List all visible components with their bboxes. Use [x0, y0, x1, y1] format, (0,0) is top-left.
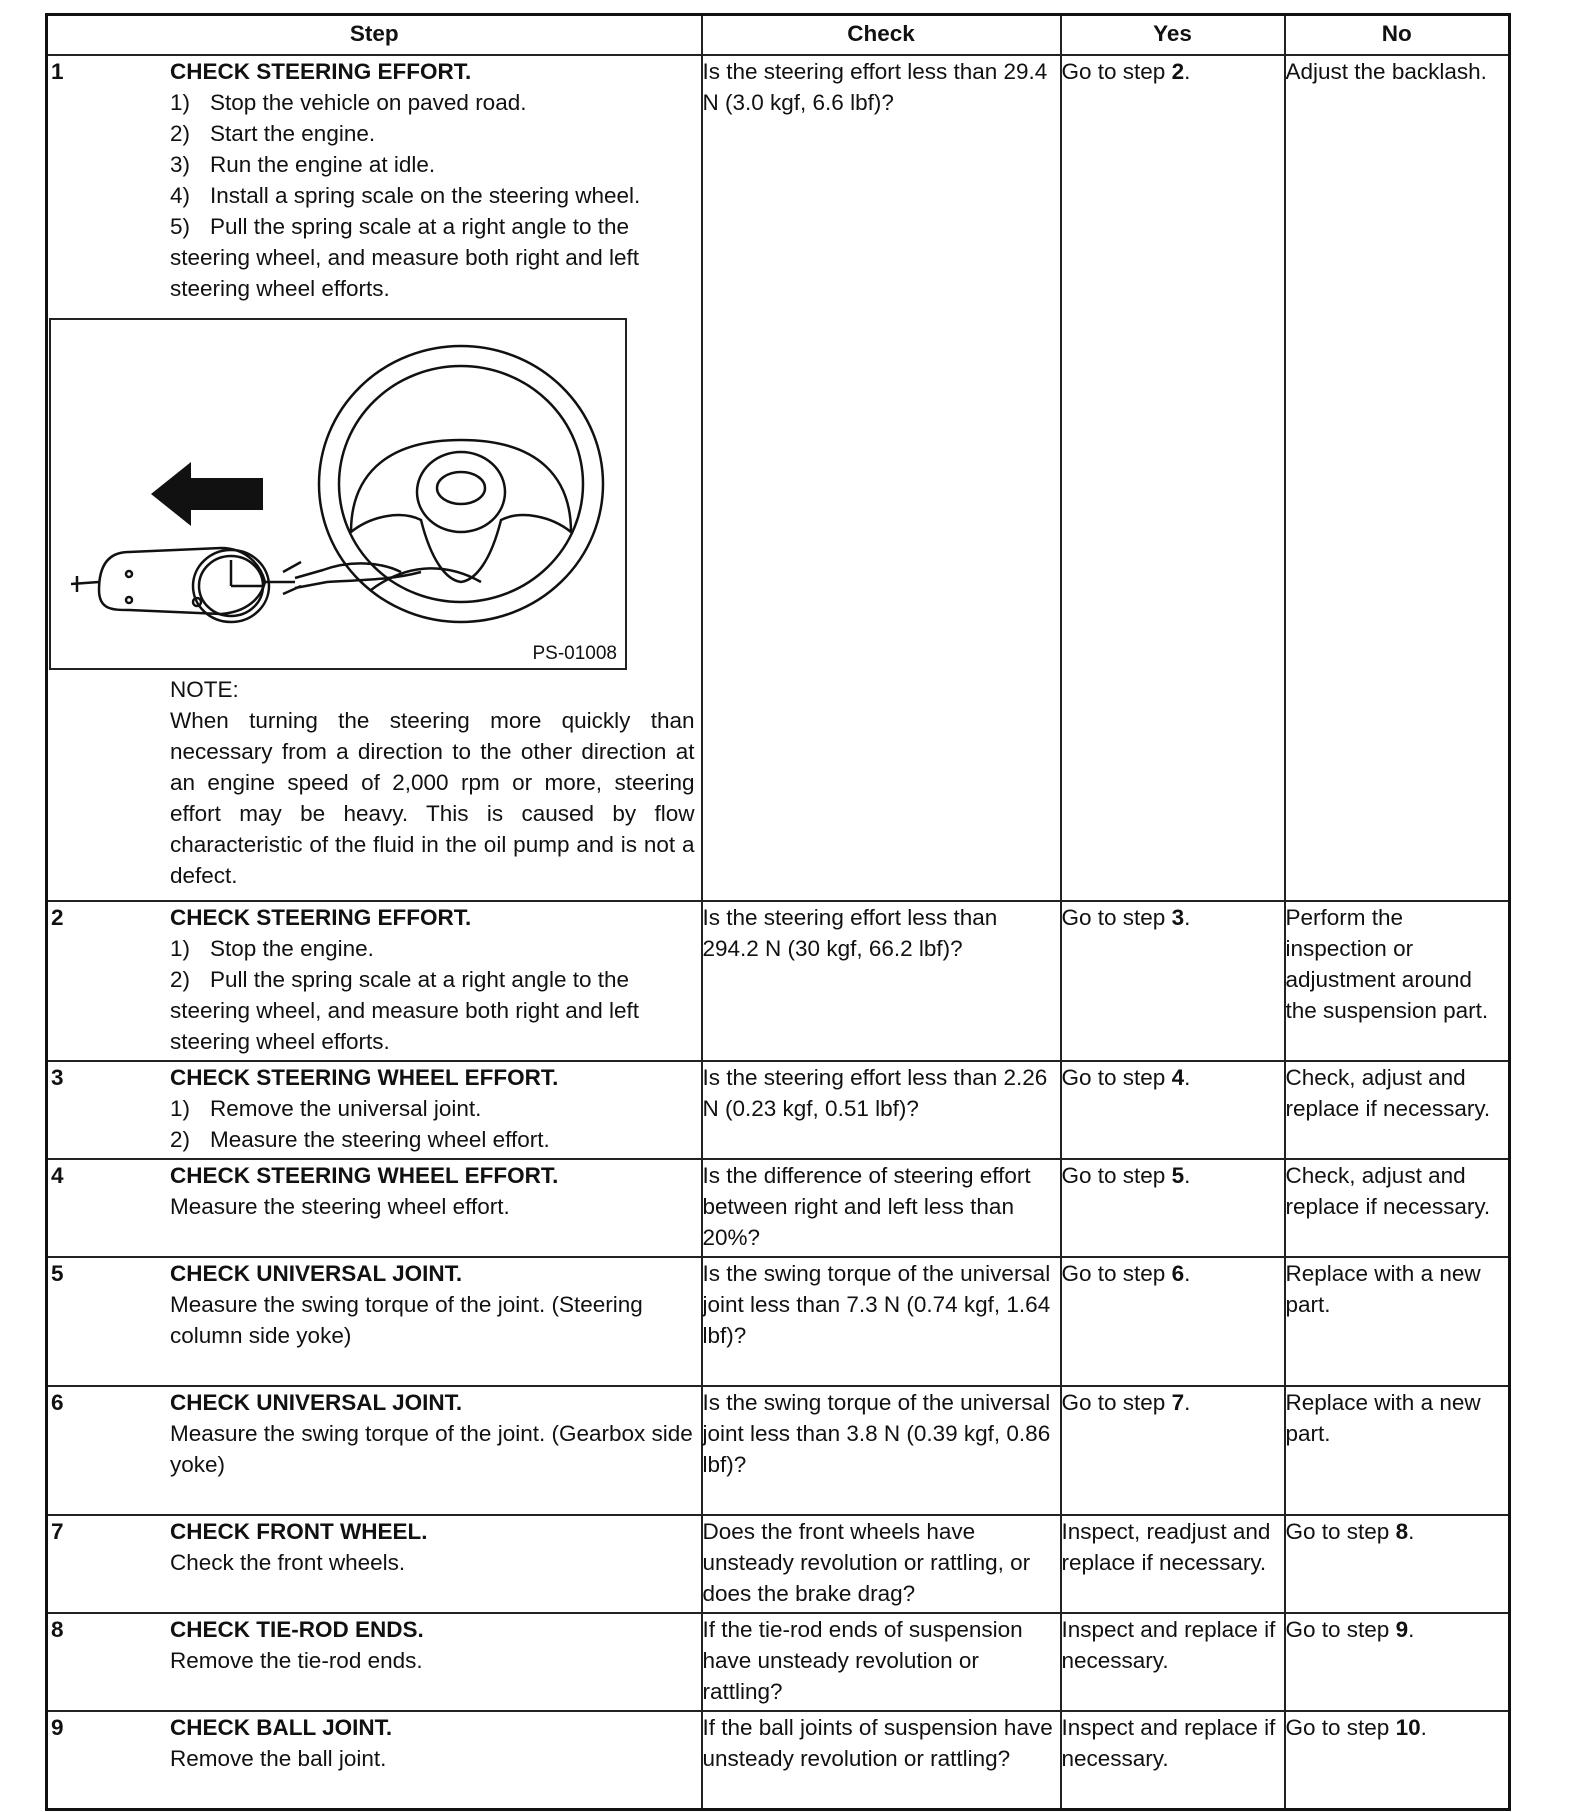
table-row	[47, 1711, 1510, 1809]
check-cell: Is the steering effort less than 29.4 N (3.0 kgf, 6.6 lbf)?	[702, 55, 1061, 901]
no-cell: Adjust the backlash.	[1285, 55, 1510, 901]
table-row	[47, 901, 1510, 1061]
no-cell: Go to step 10.	[1285, 1711, 1510, 1809]
step-cell	[47, 1515, 702, 1613]
table-row	[47, 1159, 1510, 1257]
diagnosis-sheet	[45, 13, 1508, 1811]
spring-scale-figure	[49, 318, 627, 670]
no-cell: Replace with a new part.	[1285, 1386, 1510, 1515]
substep: 3) Run the engine at idle.	[170, 152, 436, 177]
yes-cell: Inspect and replace if necessary.	[1061, 1613, 1285, 1711]
table-row	[47, 1257, 1510, 1386]
check-cell: If the tie-rod ends of suspension have unsteady revolution or rattling?	[702, 1613, 1061, 1711]
yes-cell: Go to step 4.	[1061, 1061, 1285, 1159]
header-step: Step	[47, 15, 702, 56]
step-number: 2	[51, 905, 64, 930]
substep: 4) Install a spring scale on the steering wheel.	[170, 183, 641, 208]
step-title: CHECK UNIVERSAL JOINT.	[170, 1261, 463, 1286]
step-number: 9	[51, 1715, 64, 1740]
substep: 1) Stop the engine.	[170, 936, 374, 961]
step-number: 8	[51, 1617, 64, 1642]
step-title: CHECK TIE-ROD ENDS.	[170, 1617, 424, 1642]
yes-cell: Go to step 7.	[1061, 1386, 1285, 1515]
substep: 2) Measure the steering wheel effort.	[170, 1127, 550, 1152]
step-description: Remove the tie-rod ends.	[170, 1648, 423, 1673]
check-cell: If the ball joints of suspension have unsteady revolution or rattling?	[702, 1711, 1061, 1809]
step-description: Measure the steering wheel effort.	[170, 1194, 510, 1219]
step-number: 3	[51, 1065, 64, 1090]
step-title: CHECK STEERING WHEEL EFFORT.	[170, 1065, 559, 1090]
yes-cell: Go to step 6.	[1061, 1257, 1285, 1386]
note-text: When turning the steering more quickly than necessary from a direction to the other direction at an engine speed of 2,000 rpm or more, steering effort may be heavy. This is caused by flow characteristic of the fluid in the oil pump and is not a defect.	[170, 708, 695, 888]
pull-direction-arrow-icon	[151, 462, 263, 526]
header-yes: Yes	[1061, 15, 1285, 56]
yes-cell: Go to step 5.	[1061, 1159, 1285, 1257]
step-cell	[47, 1061, 702, 1159]
table-row	[47, 1061, 1510, 1159]
step-number: 4	[51, 1163, 64, 1188]
step-description: Measure the swing torque of the joint. (Gearbox side yoke)	[170, 1421, 693, 1477]
no-cell: Replace with a new part.	[1285, 1257, 1510, 1386]
step-description: Measure the swing torque of the joint. (Steering column side yoke)	[170, 1292, 643, 1348]
check-cell: Is the steering effort less than 294.2 N (30 kgf, 66.2 lbf)?	[702, 901, 1061, 1061]
table-row	[47, 1386, 1510, 1515]
header-no: No	[1285, 15, 1510, 56]
substep: 2) Start the engine.	[170, 121, 376, 146]
step-title: CHECK UNIVERSAL JOINT.	[170, 1390, 463, 1415]
yes-cell: Go to step 2.	[1061, 55, 1285, 901]
step-number: 6	[51, 1390, 64, 1415]
step-cell	[47, 55, 702, 901]
step-title: CHECK BALL JOINT.	[170, 1715, 393, 1740]
check-cell: Is the swing torque of the universal joint less than 3.8 N (0.39 kgf, 0.86 lbf)?	[702, 1386, 1061, 1515]
no-cell: Go to step 9.	[1285, 1613, 1510, 1711]
step-title: CHECK STEERING WHEEL EFFORT.	[170, 1163, 559, 1188]
diagnosis-table	[45, 13, 1511, 1811]
check-cell: Is the difference of steering effort between right and left less than 20%?	[702, 1159, 1061, 1257]
note-label: NOTE:	[170, 677, 239, 702]
step-number: 5	[51, 1261, 64, 1286]
no-cell: Check, adjust and replace if necessary.	[1285, 1159, 1510, 1257]
step-cell	[47, 1257, 702, 1386]
step-cell	[47, 901, 702, 1061]
table-row	[47, 1515, 1510, 1613]
step-description: Remove the ball joint.	[170, 1746, 387, 1771]
substep: 2) Pull the spring scale at a right angle to the steering wheel, and measure both right and left steering wheel efforts.	[170, 967, 640, 1054]
substep: 1) Remove the universal joint.	[170, 1096, 482, 1121]
check-cell: Is the steering effort less than 2.26 N (0.23 kgf, 0.51 lbf)?	[702, 1061, 1061, 1159]
step-cell	[47, 1159, 702, 1257]
check-cell: Does the front wheels have unsteady revolution or rattling, or does the brake drag?	[702, 1515, 1061, 1613]
steering-wheel-spring-scale-illustration	[51, 320, 625, 668]
step-title: CHECK STEERING EFFORT.	[170, 59, 472, 84]
yes-cell: Inspect and replace if necessary.	[1061, 1711, 1285, 1809]
table-header-row	[47, 15, 1510, 56]
step-description: Check the front wheels.	[170, 1550, 406, 1575]
step-number: 1	[51, 59, 64, 84]
table-row	[47, 1613, 1510, 1711]
yes-cell: Inspect, readjust and replace if necessary.	[1061, 1515, 1285, 1613]
substep: 1) Stop the vehicle on paved road.	[170, 90, 527, 115]
no-cell: Go to step 8.	[1285, 1515, 1510, 1613]
step-number: 7	[51, 1519, 64, 1544]
figure-code-label: PS-01008	[532, 643, 617, 664]
substep: 5) Pull the spring scale at a right angle to the steering wheel, and measure both right and left steering wheel efforts.	[170, 214, 640, 301]
no-cell: Perform the inspection or adjustment around the suspension part.	[1285, 901, 1510, 1061]
step-cell	[47, 1711, 702, 1809]
header-check: Check	[702, 15, 1061, 56]
step-title: CHECK STEERING EFFORT.	[170, 905, 472, 930]
table-row	[47, 55, 1510, 901]
note	[170, 674, 695, 891]
step-title: CHECK FRONT WHEEL.	[170, 1519, 428, 1544]
steering-hub-spokes	[351, 440, 571, 582]
yes-cell: Go to step 3.	[1061, 901, 1285, 1061]
step-cell	[47, 1386, 702, 1515]
no-cell: Check, adjust and replace if necessary.	[1285, 1061, 1510, 1159]
step-cell	[47, 1613, 702, 1711]
steering-hub-pad	[417, 452, 505, 532]
check-cell: Is the swing torque of the universal joint less than 7.3 N (0.74 kgf, 1.64 lbf)?	[702, 1257, 1061, 1386]
